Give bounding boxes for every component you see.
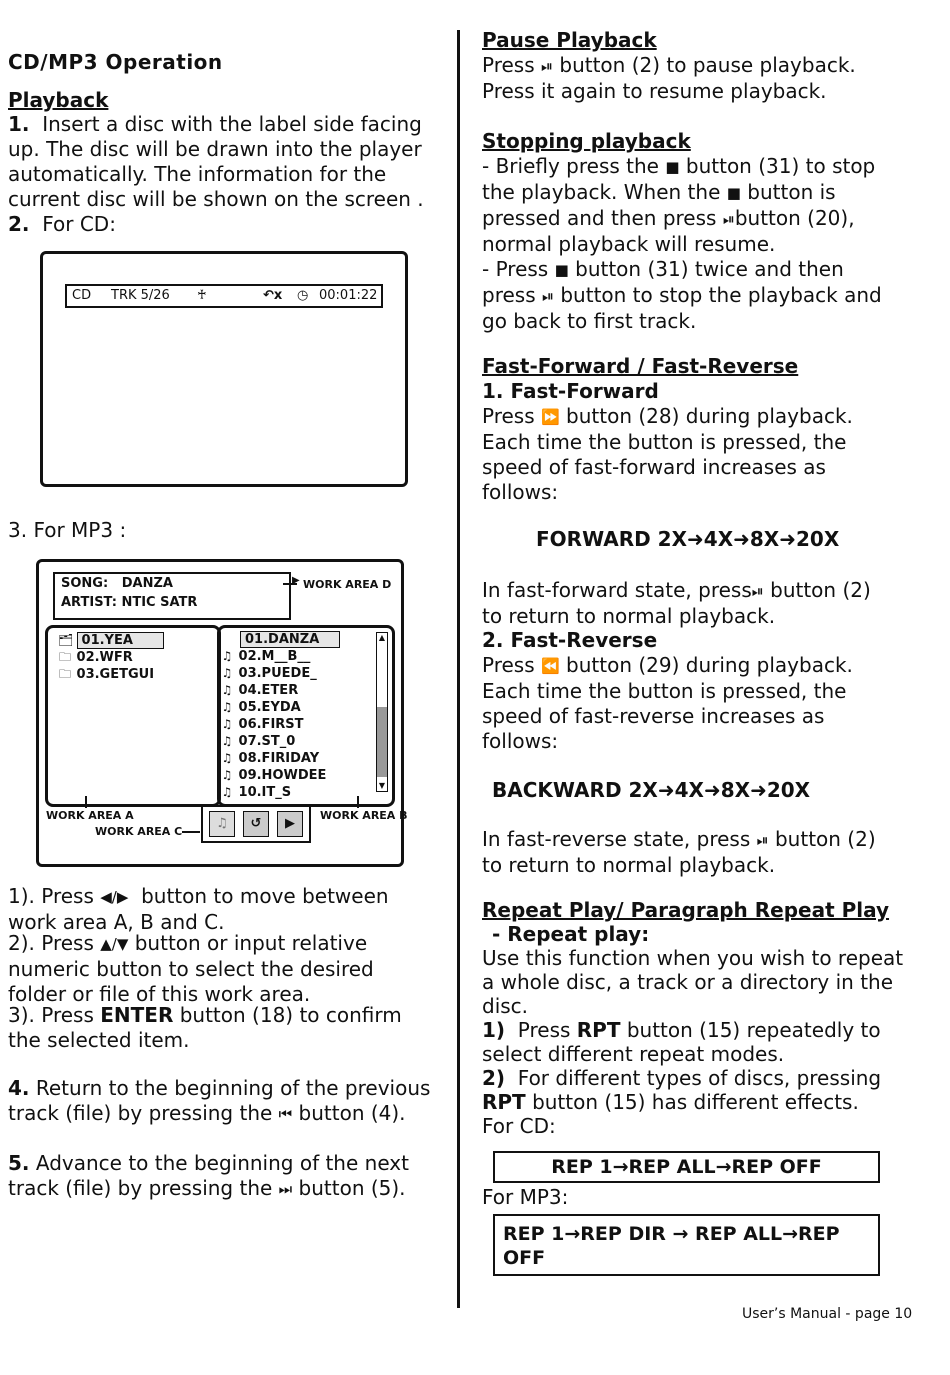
step4-number: 4. [8,1076,30,1100]
music-mode-button[interactable]: ♫ [209,811,235,837]
stop-paragraph [482,154,882,334]
for-mp3-label: For MP3: [482,1185,569,1209]
pause-b: button (2) to pause playback. [559,53,856,77]
work-area-a-label: WORK AREA A [46,809,134,822]
music-note-icon: ♫ [221,768,233,782]
ff-3: speed of fast-forward increases as [482,455,826,479]
rpt-key-label: RPT [576,1018,621,1042]
play-pause-icon: ⏯ [541,287,554,305]
music-note-icon: ♫ [221,734,233,748]
repeat-subheading: - Repeat play: [492,922,650,946]
play-pause-icon: ⏯ [751,582,764,600]
forward-step: 20X [796,527,840,551]
pause-c: Press it again to resume playback. [482,79,827,103]
play-pause-icon: ⏯ [722,210,735,228]
column-divider [457,30,460,1308]
pause-a: Press [482,53,535,77]
fr-1b: button (29) during playback. [566,653,853,677]
folder-item-selected[interactable]: 01.YEA [77,632,164,649]
stop-heading: Stopping playback [482,129,691,153]
work-area-a-pointer [85,796,87,808]
backward-step: 20X [766,778,811,802]
repeat-off-icon: ↶x [263,288,283,303]
step4-b: track (file) by pressing the [8,1101,273,1125]
play-button[interactable]: ▶ [277,811,303,837]
ff-subheading: 1. Fast-Forward [482,379,659,403]
step1-paragraph [8,112,424,212]
arrow-right-icon: ➜ [779,527,796,551]
stop-1a: - Briefly press the [482,154,659,178]
mp3-repeat-sequence-line: REP 1→REP DIR → REP ALL→REP [503,1223,840,1245]
file-item[interactable]: 10.IT_S [238,785,292,800]
fr-return-paragraph [482,827,876,878]
step4-a: Return to the beginning of the previous [35,1076,431,1100]
step5-b: track (file) by pressing the [8,1176,273,1200]
music-note-icon: ♫ [221,700,233,714]
r1-a: Press [517,1018,571,1042]
music-note-icon: ♫ [221,717,233,731]
instruction-1 [8,884,389,935]
fast-reverse-icon: ⏪ [541,657,560,675]
fr-subheading: 2. Fast-Reverse [482,628,658,652]
stop-icon: ■ [665,158,680,176]
arrow-right-icon: ➜ [733,527,750,551]
ff-paragraph [482,404,853,505]
repeat-1: Use this function when you wish to repeat [482,946,904,970]
music-note-icon: ♫ [221,649,233,663]
instruction-3 [8,1003,402,1053]
work-area-c-pointer [182,831,200,833]
song-info-box [53,572,291,620]
r2-number: 2) [482,1066,506,1090]
stop-1b: button (31) to stop [685,154,876,178]
stop-2b: button is [747,180,836,204]
instr2-c: numeric button to select the desired [8,957,374,981]
stop-5a: - Press [482,257,549,281]
forward-step: 8X [749,527,780,551]
playback-heading: Playback [8,88,109,112]
ff-2: Each time the button is pressed, the [482,430,847,454]
mp3-repeat-sequence-box [493,1214,880,1276]
pause-heading: Pause Playback [482,28,657,52]
step1-number: 1. [8,112,30,136]
instr3-c: the selected item. [8,1028,190,1052]
fr-4: follows: [482,729,559,753]
instruction-2 [8,931,374,1007]
step1-line: automatically. The information for the [8,162,387,186]
cd-mode-label: CD [72,288,92,303]
work-area-d-label: WORK AREA D [303,578,392,591]
up-down-arrows-icon: ▲/▼ [100,935,129,953]
folder-icon: 🗀 [58,667,71,681]
cd-info-bar [65,284,383,308]
stop-4: normal playback will resume. [482,232,776,256]
folder-icon: 🗀 [58,650,71,664]
scrollbar-thumb[interactable] [377,707,387,777]
forward-sequence [536,527,839,551]
arrow-right-icon: ▶ [292,575,300,586]
fr-ret-a: In fast-reverse state, press [482,827,751,851]
backward-step: 4X [674,778,704,802]
step5-paragraph [8,1151,409,1202]
backward-step: 8X [720,778,751,802]
step5-a: Advance to the beginning of the next [35,1151,409,1175]
folder-item[interactable]: 02.WFR [76,650,133,665]
r2-b: button (15) has different effects. [532,1090,859,1114]
left-right-arrows-icon: ◀/▶ [100,888,129,906]
backward-sequence [492,778,810,802]
instr3-a: 3). Press [8,1003,94,1027]
instr2-d: folder or file of this work area. [8,982,311,1006]
step2-number: 2. [8,212,30,236]
artist-label: ARTIST: [61,595,117,610]
enter-key-label: ENTER [100,1003,174,1027]
step2-text: For CD: [42,212,116,236]
scroll-up-icon[interactable]: ▲ [378,633,386,642]
instr2-a: 2). Press [8,931,94,955]
instr1-a: 1). Press [8,884,94,908]
music-note-icon: ♫ [221,785,233,799]
instr1-c: work area A, B and C. [8,910,225,934]
file-item[interactable]: 07.ST_0 [238,734,296,749]
repeat-2: a whole disc, a track or a directory in the [482,970,894,994]
song-value: DANZA [121,576,173,591]
step2-line [8,212,116,237]
cd-track-label: TRK 5/26 [111,288,170,303]
step5-number: 5. [8,1151,30,1175]
step1-line: Insert a disc with the label side facing [42,112,422,136]
fr-2: Each time the button is pressed, the [482,679,847,703]
music-note-icon: ♫ [221,683,233,697]
music-note-icon: ♫ [221,751,233,765]
instr1-b: button to move between [141,884,389,908]
fast-forward-icon: ⏩ [541,408,560,426]
control-button-bar [201,805,311,843]
fr-ret-b: button (2) [774,827,876,851]
arrow-right-icon: ➜ [750,778,767,802]
cd-repeat-sequence-box [493,1151,880,1183]
rpt-key-label: RPT [482,1090,526,1114]
work-area-c-label: WORK AREA C [95,825,183,838]
arrow-right-icon: ➜ [657,778,675,802]
file-item[interactable]: 05.EYDA [238,700,301,715]
step3-text: 3. For MP3 : [8,518,127,542]
clock-icon: ◷ [297,288,309,303]
ff-heading: Fast-Forward / Fast-Reverse [482,354,799,378]
ff-ret-a: In fast-forward state, press [482,578,752,602]
cd-screen-illustration [40,251,408,487]
r1-c: select different repeat modes. [482,1042,785,1066]
file-item-selected[interactable]: 01.DANZA [240,631,340,648]
instr3-b: button (18) to confirm [179,1003,402,1027]
instr2-b: button or input relative [134,931,368,955]
next-track-icon: ⏭ [278,1180,293,1198]
repeat-heading: Repeat Play/ Paragraph Repeat Play [482,898,890,922]
folder-list-panel [45,625,221,807]
page-footer: User’s Manual - page 10 [742,1306,913,1322]
stop-2a: the playback. When the [482,180,721,204]
r1-number: 1) [482,1018,506,1042]
forward-step: FORWARD 2X [536,527,688,551]
work-area-b-label: WORK AREA B [320,809,408,822]
fr-1a: Press [482,653,535,677]
section-title: CD/MP3 Operation [8,50,223,74]
step4-paragraph [8,1076,430,1127]
step5-c: button (5). [298,1176,406,1200]
backward-step: BACKWARD 2X [492,778,658,802]
ff-ret-c: to return to normal playback. [482,604,776,628]
music-note-icon: ♫ [221,666,233,680]
stop-icon: ■ [554,261,569,279]
folder-item[interactable]: 03.GETGUI [76,667,155,682]
stop-5b: button (31) twice and then [575,257,844,281]
repeat-paragraph [482,946,903,1138]
arrow-right-icon: ➜ [687,527,704,551]
shuffle-button[interactable]: ↺ [243,811,269,837]
play-pause-icon: ⏯ [756,831,769,849]
arrow-right-icon: ➜ [703,778,721,802]
stop-6b: button to stop the playback and [560,283,882,307]
play-pause-icon: ⏯ [541,57,554,75]
song-label: SONG: [61,576,109,591]
scroll-down-icon[interactable]: ▼ [378,781,386,790]
cd-time-label: 00:01:22 [319,288,378,303]
pause-paragraph [482,53,856,104]
step1-line: up. The disc will be drawn into the player [8,137,422,161]
forward-step: 4X [703,527,734,551]
file-list-panel [217,625,395,807]
fr-paragraph [482,653,853,754]
repeat-3: disc. [482,994,529,1018]
ff-4: follows: [482,480,559,504]
stop-icon: ■ [726,184,741,202]
open-folder-icon: 🗂 [58,633,74,647]
fr-ret-c: to return to normal playback. [482,853,776,877]
mp3-repeat-sequence-line: OFF [503,1247,546,1269]
file-item[interactable]: 09.HOWDEE [238,768,327,783]
file-item[interactable]: 02.M__B__ [238,649,311,664]
cd-repeat-sequence: REP 1→REP ALL→REP OFF [551,1156,822,1178]
work-area-b-pointer [357,796,359,808]
ff-1a: Press [482,404,535,428]
file-item[interactable]: 06.FIRST [238,717,304,732]
previous-track-icon: ⏮ [278,1105,293,1123]
for-cd-label: For CD: [482,1114,556,1138]
stop-6a: press [482,283,536,307]
ff-1b: button (28) during playback. [566,404,853,428]
stop-3b: button (20), [734,206,855,230]
file-item[interactable]: 08.FIRIDAY [238,751,320,766]
speaker-icon: ♰ [197,288,207,303]
fr-3: speed of fast-reverse increases as [482,704,825,728]
mp3-screen-illustration [36,559,408,867]
stop-3a: pressed and then press [482,206,717,230]
file-list-scrollbar[interactable] [376,632,388,792]
file-item[interactable]: 04.ETER [238,683,299,698]
step4-c: button (4). [298,1101,406,1125]
r1-b: button (15) repeatedly to [626,1018,881,1042]
file-item[interactable]: 03.PUEDE_ [238,666,317,681]
ff-ret-b: button (2) [770,578,871,602]
stop-7: go back to first track. [482,309,697,333]
artist-value: NTIC SATR [121,595,198,610]
r2-a: For different types of discs, pressing [517,1066,882,1090]
ff-return-paragraph [482,578,871,629]
step1-line: current disc will be shown on the screen . [8,187,424,211]
